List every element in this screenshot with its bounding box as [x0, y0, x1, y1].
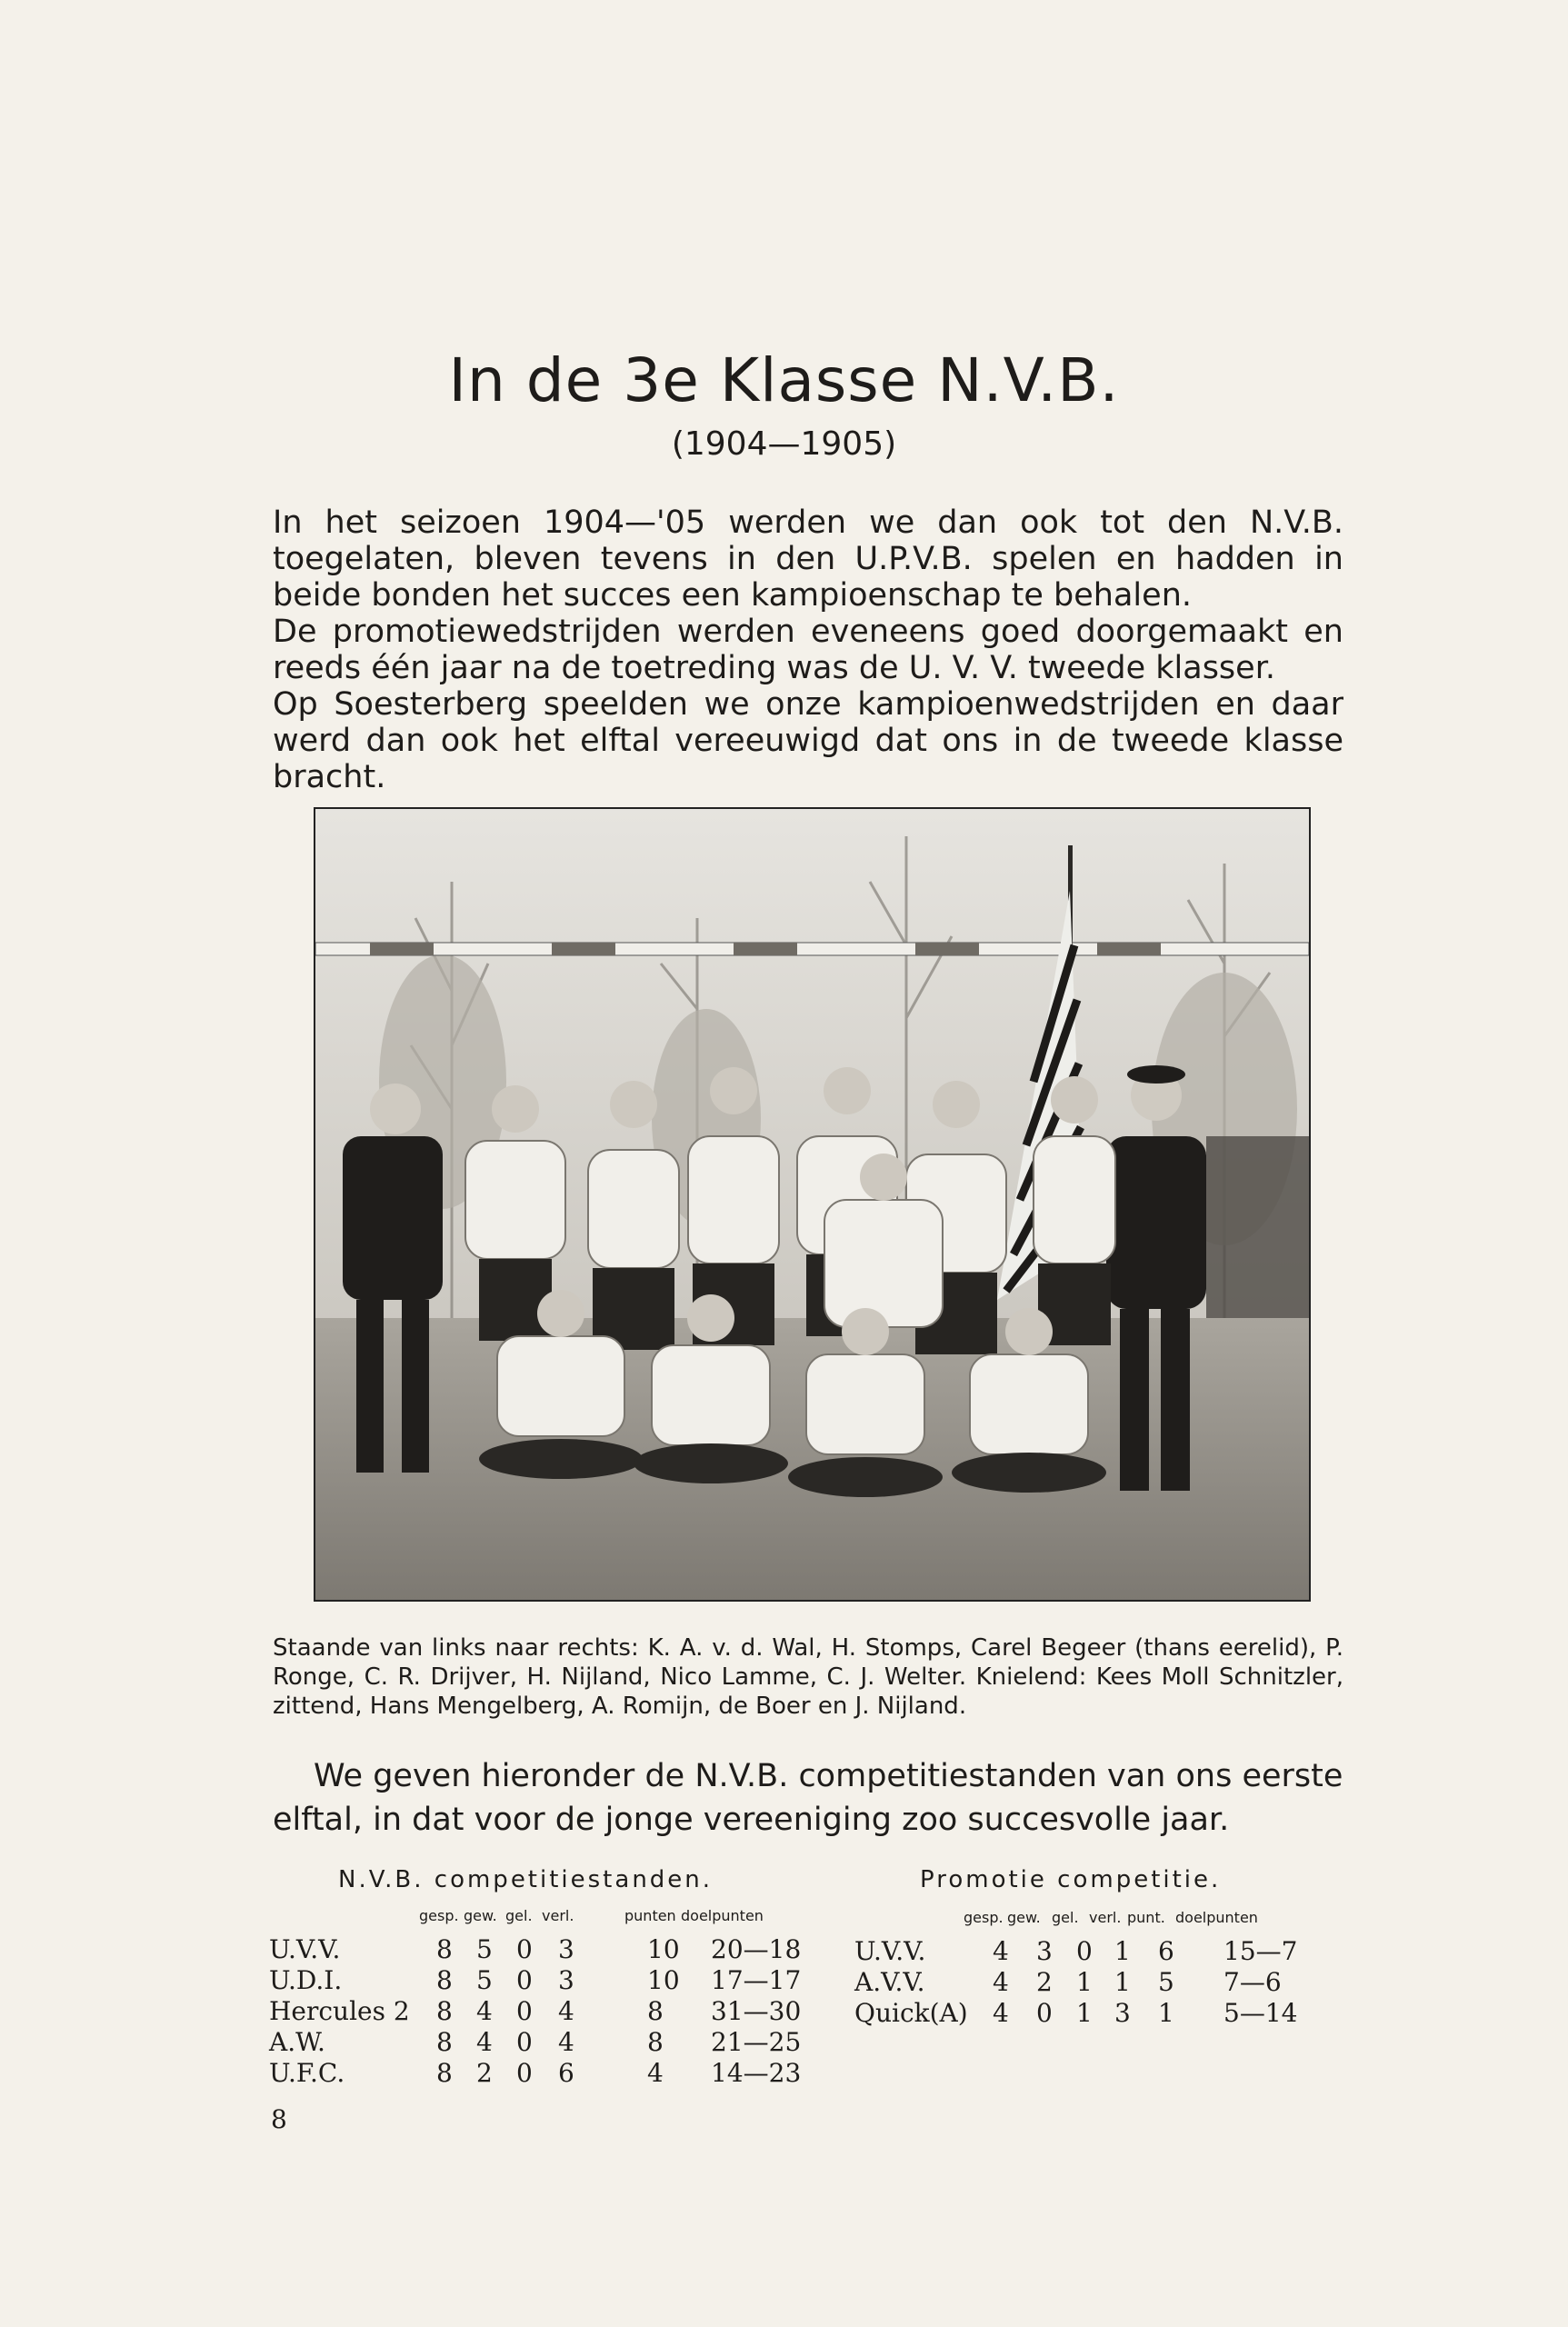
- column-header: doelpunten: [1175, 1909, 1258, 1926]
- table-cell: 14—23: [711, 2058, 802, 2088]
- team-photo-illustration: [315, 809, 1309, 1600]
- promotie-table-body: [854, 1936, 1345, 2036]
- table-cell: 17—17: [711, 1965, 802, 1995]
- table-cell: 0: [516, 2058, 533, 2088]
- table-cell: 7—6: [1223, 1967, 1282, 1997]
- table-cell: 0: [1076, 1936, 1093, 1966]
- photo-caption: Staande van links naar rechts: K. A. v. d. Wal, H. Stomps, Carel Begeer (thans eerelid), P. Ronge, C. R. Drijver, H. Nijland, Nico Lamme, C. J. Welter. Knielend: Kees Moll Schnitzler, zittend, Hans Mengelberg, A. Romijn, de Boer en J. Nijland.: [273, 1634, 1343, 1720]
- page-title: In de 3e Klasse N.V.B.: [448, 345, 1120, 415]
- column-header: punt.: [1127, 1909, 1165, 1926]
- table-cell: 4: [993, 1936, 1009, 1966]
- promotie-table-title: Promotie competitie.: [920, 1866, 1222, 1893]
- table-cell: 1: [1076, 1967, 1093, 1997]
- standings-intro-line: We geven hieronder de N.V.B. competitiestanden van ons eerste: [314, 1758, 1343, 1794]
- team-name-cell: Quick(A): [854, 1998, 968, 2028]
- table-cell: 5: [476, 1934, 493, 1964]
- table-cell: 3: [558, 1934, 574, 1964]
- table-cell: 5: [1158, 1967, 1174, 1997]
- table-cell: 15—7: [1223, 1936, 1298, 1966]
- table-cell: 10: [647, 1934, 680, 1964]
- table-cell: 3: [558, 1965, 574, 1995]
- table-cell: 1: [1158, 1998, 1174, 2028]
- table-cell: 2: [476, 2058, 493, 2088]
- table-cell: 6: [558, 2058, 574, 2088]
- table-cell: 0: [516, 1934, 533, 1964]
- table-cell: 4: [476, 2027, 493, 2057]
- standings-intro-line: elftal, in dat voor de jonge vereeniging zoo succesvolle jaar.: [273, 1802, 1230, 1838]
- table-cell: 5: [476, 1965, 493, 1995]
- table-cell: 5—14: [1223, 1998, 1298, 2028]
- team-name-cell: Hercules 2: [269, 1996, 410, 2026]
- table-cell: 4: [647, 2058, 664, 2088]
- table-cell: 4: [558, 2027, 574, 2057]
- page-number: 8: [271, 2104, 287, 2134]
- table-cell: 3: [1036, 1936, 1053, 1966]
- table-cell: 1: [1114, 1936, 1131, 1966]
- table-cell: 6: [1158, 1936, 1174, 1966]
- table-cell: 0: [516, 1996, 533, 2026]
- table-cell: 1: [1114, 1967, 1131, 1997]
- table-cell: 4: [993, 1998, 1009, 2028]
- column-header: gel.: [1052, 1909, 1079, 1926]
- table-cell: 8: [436, 1934, 453, 1964]
- team-name-cell: A.W.: [269, 2027, 325, 2057]
- team-name-cell: U.D.I.: [269, 1965, 343, 1995]
- table-cell: 31—30: [711, 1996, 802, 2026]
- nvb-table-header: [271, 1907, 816, 1927]
- intro-paragraph: Op Soesterberg speelden we onze kampioenwedstrijden en daar werd dan ook het elftal vereeuwigd dat ons in de tweede klasse bracht.: [273, 686, 1343, 795]
- team-photograph: [314, 807, 1311, 1602]
- column-header: gesp.: [964, 1909, 1004, 1926]
- nvb-table-title: N.V.B. competitiestanden.: [338, 1866, 714, 1893]
- promotie-table-header: [854, 1909, 1327, 1929]
- table-cell: 2: [1036, 1967, 1053, 1997]
- column-header: gew.: [464, 1907, 497, 1924]
- team-name-cell: U.V.V.: [269, 1934, 341, 1964]
- table-cell: 8: [436, 2058, 453, 2088]
- table-cell: 4: [558, 1996, 574, 2026]
- table-cell: 4: [476, 1996, 493, 2026]
- column-header: gesp.: [419, 1907, 459, 1924]
- table-cell: 8: [647, 2027, 664, 2057]
- team-name-cell: A.V.V.: [854, 1967, 925, 1997]
- table-cell: 8: [436, 1996, 453, 2026]
- nvb-table-body: [269, 1934, 833, 2098]
- table-cell: 0: [516, 2027, 533, 2057]
- table-cell: 8: [436, 1965, 453, 1995]
- page-subtitle-years: (1904—1905): [671, 425, 897, 463]
- table-cell: 0: [1036, 1998, 1053, 2028]
- column-header: punten: [624, 1907, 676, 1924]
- intro-text: [273, 504, 1343, 795]
- table-cell: 4: [993, 1967, 1009, 1997]
- column-header: gel.: [505, 1907, 533, 1924]
- intro-paragraph: De promotiewedstrijden werden eveneens goed doorgemaakt en reeds één jaar na de toetreding was de U. V. V. tweede klasser.: [273, 614, 1343, 686]
- standings-intro: [273, 1754, 1343, 1842]
- table-cell: 10: [647, 1965, 680, 1995]
- table-cell: 21—25: [711, 2027, 802, 2057]
- column-header: verl.: [1089, 1909, 1122, 1926]
- team-name-cell: U.F.C.: [269, 2058, 345, 2088]
- table-cell: 1: [1076, 1998, 1093, 2028]
- intro-paragraph: In het seizoen 1904—'05 werden we dan ook tot den N.V.B. toegelaten, bleven tevens in den U.P.V.B. spelen en hadden in beide bonden het succes een kampioenschap te behalen.: [273, 504, 1343, 614]
- table-cell: 20—18: [711, 1934, 802, 1964]
- column-header: doelpunten: [681, 1907, 764, 1924]
- table-cell: 0: [516, 1965, 533, 1995]
- team-name-cell: U.V.V.: [854, 1936, 926, 1966]
- column-header: verl.: [542, 1907, 574, 1924]
- table-cell: 8: [436, 2027, 453, 2057]
- table-cell: 3: [1114, 1998, 1131, 2028]
- column-header: gew.: [1007, 1909, 1041, 1926]
- table-cell: 8: [647, 1996, 664, 2026]
